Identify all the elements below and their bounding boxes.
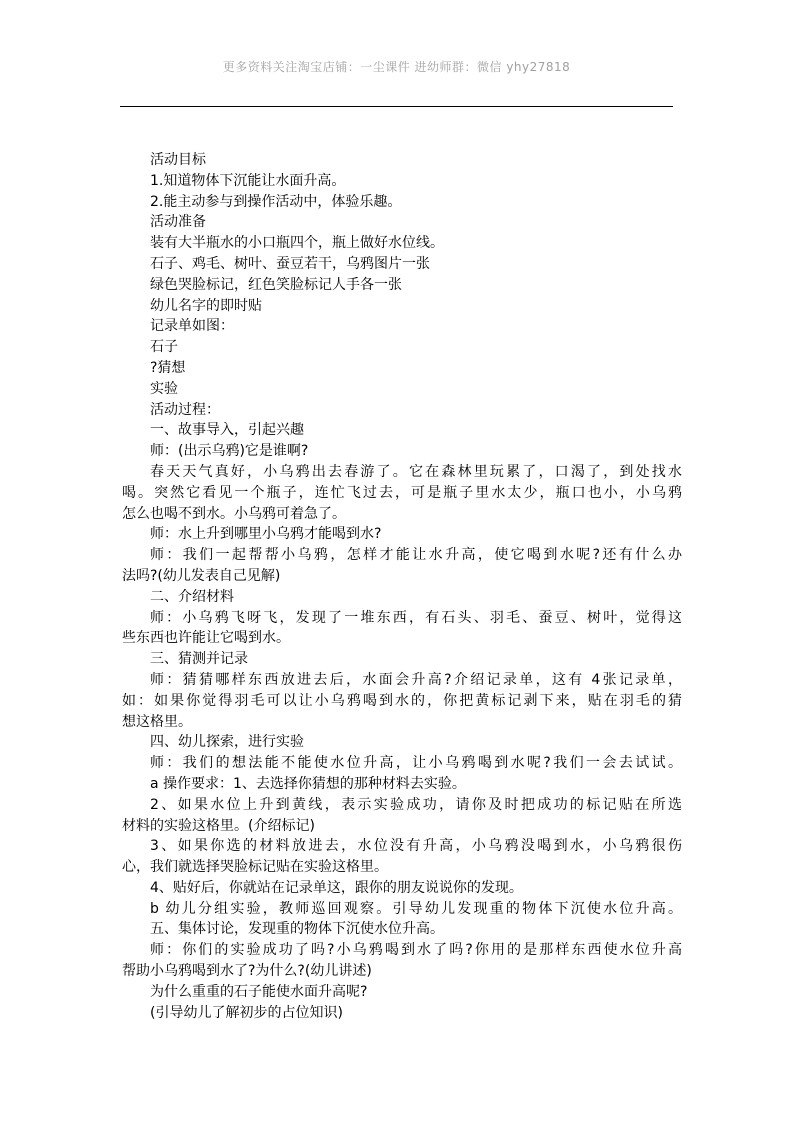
step-heading: 四、幼儿探索，进行实验 xyxy=(150,734,304,751)
paragraph-line: a 操作要求：1、去选择你猜想的那种材料去实验。 xyxy=(150,775,466,792)
preparation-item: 装有大半瓶水的小口瓶四个，瓶上做好水位线。 xyxy=(150,235,444,252)
paragraph-line: b 幼儿分组实验，教师巡回观察。引导幼儿发现重的物体下沉使水位升高。 xyxy=(150,900,682,917)
paragraph-line: 4、贴好后，你就站在记录单这，跟你的朋友说说你的发现。 xyxy=(150,879,523,896)
step-heading: 五、集体讨论，发现重的物体下沉使水位升高。 xyxy=(150,921,444,938)
step-heading: 一、故事导入，引起兴趣 xyxy=(150,422,304,439)
paragraph-line: 些东西也许能让它喝到水。 xyxy=(122,630,290,647)
preparation-item: 幼儿名字的即时贴 xyxy=(150,297,262,314)
record-sheet-row: 石子 xyxy=(150,339,178,356)
paragraph-line: 心，我们就选择哭脸标记贴在实验这格里。 xyxy=(122,859,388,876)
paragraph-line: 想这格里。 xyxy=(122,713,192,730)
paragraph-line: 如：如果你觉得羽毛可以让小乌鸦喝到水的，你把黄标记剥下来，贴在羽毛的猜 xyxy=(122,692,682,709)
paragraph-line: 帮助小乌鸦喝到水了?为什么?(幼儿讲述) xyxy=(122,963,372,980)
preparation-item: 绿色哭脸标记，红色笑脸标记人手各一张 xyxy=(150,276,402,293)
preparation-item: 石子、鸡毛、树叶、蚕豆若干，乌鸦图片一张 xyxy=(150,255,430,272)
paragraph-line: 师：(出示乌鸦)它是谁啊? xyxy=(150,443,309,460)
paragraph-line: 师：我们一起帮帮小乌鸦，怎样才能让水升高，使它喝到水呢?还有什么办 xyxy=(150,547,682,564)
step-heading: 三、猜测并记录 xyxy=(150,651,248,668)
paragraph-line: 师：你们的实验成功了吗?小乌鸦喝到水了吗?你用的是那样东西使水位升高 xyxy=(150,942,682,959)
paragraph-line: 怎么也喝不到水。小乌鸦可着急了。 xyxy=(122,505,346,522)
paragraph-line: 3、如果你选的材料放进去，水位没有升高，小乌鸦没喝到水，小乌鸦很伤 xyxy=(150,838,682,855)
record-sheet-row: ?猜想 xyxy=(150,359,186,376)
document-body xyxy=(122,150,682,1023)
record-sheet-row: 实验 xyxy=(150,380,178,397)
paragraph-line: 师：小乌鸦飞呀飞，发现了一堆东西，有石头、羽毛、蚕豆、树叶，觉得这 xyxy=(150,609,682,626)
paragraph-line: 春天天气真好，小乌鸦出去春游了。它在森林里玩累了，口渴了，到处找水 xyxy=(150,463,682,480)
paragraph-line: 喝。突然它看见一个瓶子，连忙飞过去，可是瓶子里水太少，瓶口也小，小乌鸦 xyxy=(122,484,682,501)
step-heading: 二、介绍材料 xyxy=(150,588,234,605)
header-divider xyxy=(120,106,673,107)
paragraph-line: 为什么重重的石子能使水面升高呢? xyxy=(150,983,368,1000)
paragraph-line: 师：水上升到哪里小乌鸦才能喝到水? xyxy=(150,526,382,543)
record-sheet-label: 记录单如图： xyxy=(150,318,234,335)
paragraph-line: 2、如果水位上升到黄线，表示实验成功，请你及时把成功的标记贴在所选 xyxy=(150,796,682,813)
goal-item: 1.知道物体下沉能让水面升高。 xyxy=(150,172,346,189)
goal-item: 2.能主动参与到操作活动中，体验乐趣。 xyxy=(150,193,402,210)
header-note: 更多资料关注淘宝店铺：一尘课件 进幼师群：微信 yhy27818 xyxy=(222,60,571,74)
paragraph-line: 材料的实验这格里。(介绍标记) xyxy=(122,817,315,834)
paragraph-line: (引导幼儿了解初步的占位知识) xyxy=(150,1004,343,1021)
paragraph-line: 法吗?(幼儿发表自己见解) xyxy=(122,567,281,584)
section-heading-preparation: 活动准备 xyxy=(150,214,206,231)
section-heading-process: 活动过程： xyxy=(150,401,220,418)
paragraph-line: 师：猜猜哪样东西放进去后，水面会升高?介绍记录单，这有 4张记录单， xyxy=(150,671,682,688)
section-heading-goals: 活动目标 xyxy=(150,152,206,168)
paragraph-line: 师：我们的想法能不能使水位升高，让小乌鸦喝到水呢?我们一会去试试。 xyxy=(150,755,682,772)
